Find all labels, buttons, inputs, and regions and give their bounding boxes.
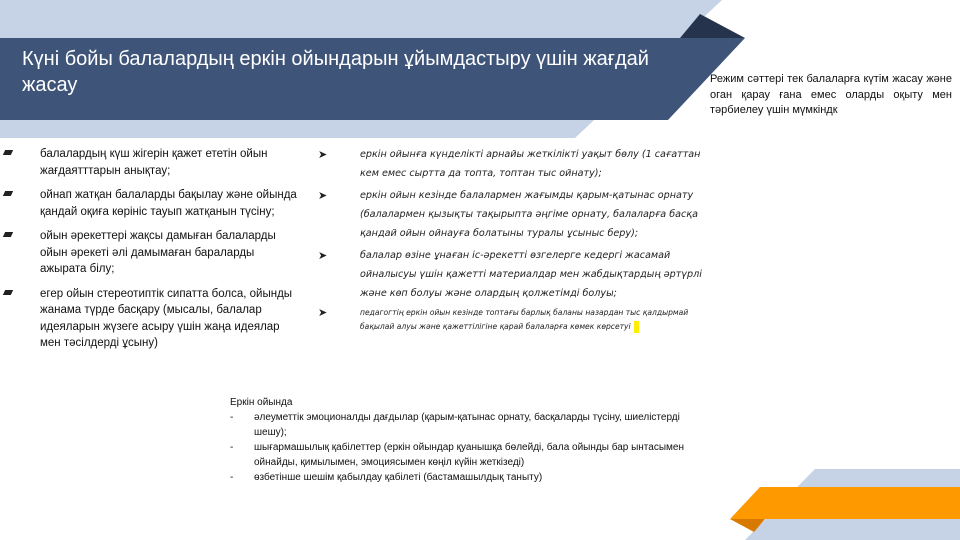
list-item: - әлеуметтік эмоционалды дағдылар (қарым-қатынас орнату, басқаларды түсіну, шиелістерді шешу); <box>230 412 680 438</box>
bullet-icon <box>3 191 13 196</box>
middle-bullet-list <box>318 145 713 337</box>
dash-bullet-icon: - <box>230 472 234 483</box>
left-bullet-list <box>0 146 300 360</box>
list-item: ойнап жатқан балаларды бақылау және ойында қандай оқиға көрініс тауып жатқанын түсіну; <box>0 187 300 220</box>
arrow-bullet-icon: ➤ <box>318 148 328 161</box>
list-item: ойын әрекеттері жақсы дамыған балаларды ойын әрекеті әлі дамымаған бараларды ажырата білу; <box>0 228 300 278</box>
bottom-heading: Еркін ойында <box>230 397 293 408</box>
slide-title: Күні бойы балалардың еркін ойындарын ұйымдастыру үшін жағдай жасау <box>22 48 649 96</box>
bullet-icon <box>3 150 13 155</box>
dash-bullet-icon: - <box>230 412 234 423</box>
list-item: ➤ педагогтің еркін ойын кезінде топтағы барлық баланы назардан тыс қалдырмай бақылай алуы және қажеттілігіне қарай балаларға көмек көрсетуі <box>318 306 689 331</box>
list-item: балалардың күш жігерін қажет ететін ойын жағдаятттарын анықтау; <box>0 146 300 179</box>
text-cursor-highlight <box>634 321 639 333</box>
arrow-bullet-icon: ➤ <box>318 306 328 319</box>
list-item: ➤ еркін ойынға күнделікті арнайы жеткілікті уақыт бөлу (1 сағаттан кем емес сыртта да топта, топтан тыс ойнату); <box>318 145 713 183</box>
dash-bullet-icon: - <box>230 442 234 453</box>
list-item: - шығармашылық қабілеттер (еркін ойындар қуанышқа бөлейді, бала ойынды бар ынтасымен ойнайды, қимылымен, эмоциясымен көңіл күйін жеткізеді) <box>230 442 684 468</box>
arrow-bullet-icon: ➤ <box>318 249 328 262</box>
bottom-orange-band <box>730 487 960 519</box>
bottom-text-block <box>230 395 710 485</box>
list-item: ➤ балалар өзіне ұнаған іс-әрекетті өзгелерге кедергі жасамай ойналысуы үшін қажетті материалдар мен жабдықтардың әртүрлі және көп болуы және олардың қолжетімді болуы; <box>318 246 713 303</box>
bullet-icon <box>3 232 13 237</box>
bullet-icon <box>3 290 13 295</box>
list-item: ➤ еркін ойын кезінде балалармен жағымды қарым-қатынас орнату (балалармен қызықты тақырыпта әңгіме орнату, балаларға басқа қандай ойын ойнауға болатыны туралы ұсыныс беру); <box>318 186 713 243</box>
arrow-bullet-icon: ➤ <box>318 189 328 202</box>
list-item: - өзбетінше шешім қабылдау қабілеті (бастамашылдық таныту) <box>230 472 543 483</box>
side-note: Режим сәттері тек балаларға күтім жасау және оган қарау ғана емес оларды оқыту мен тәрбиелеу үшін мүмкіндк <box>710 73 952 116</box>
list-item: егер ойын стереотиптік сипатта болса, ойынды жанама түрде басқару (мысалы, балалар идеяларын жүзеге асыру үшін жаңа идеялар мен тәсілдерді ұсыну) <box>0 286 300 352</box>
